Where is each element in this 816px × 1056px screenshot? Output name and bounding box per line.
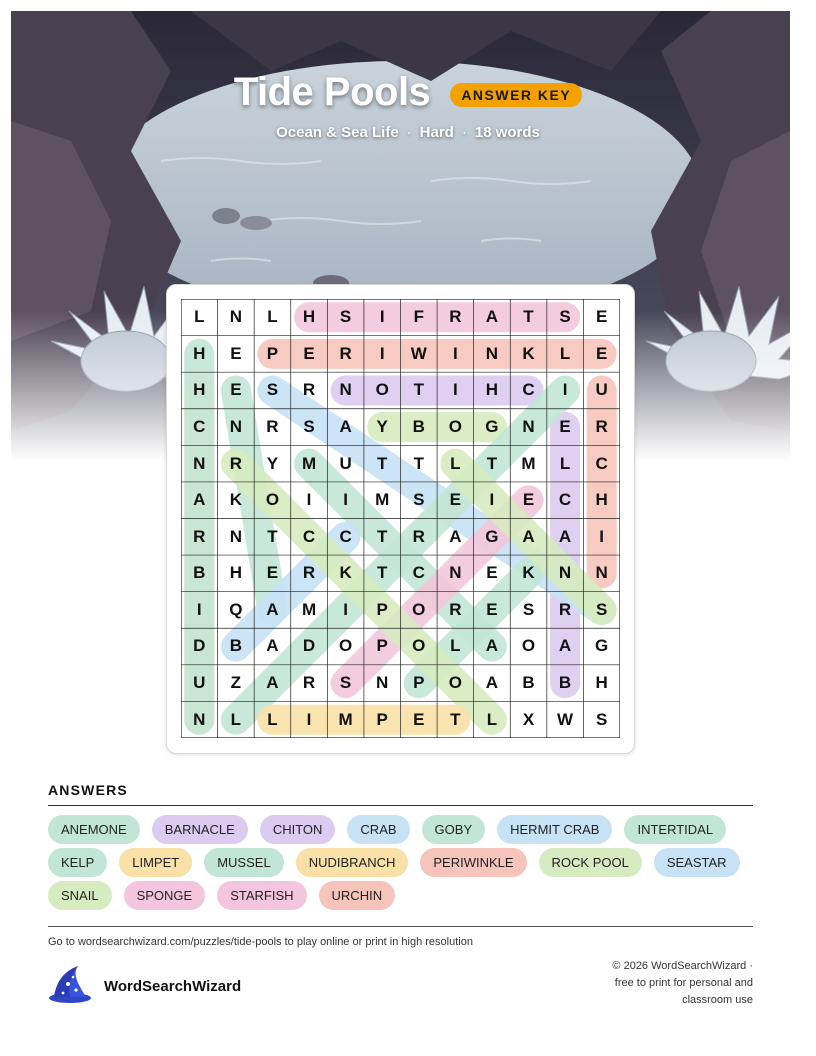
grid-cell: I xyxy=(379,307,385,327)
answer-chip: SNAIL xyxy=(48,881,112,910)
grid-cell: S xyxy=(339,307,352,327)
grid-cell: N xyxy=(229,526,242,546)
grid-cell: S xyxy=(559,307,571,327)
copyright-line: © 2026 WordSearchWizard · xyxy=(612,960,753,972)
grid-cell: N xyxy=(522,417,535,437)
grid-cell: O xyxy=(265,490,280,510)
grid-cell: R xyxy=(302,673,316,693)
grid-cell: S xyxy=(303,417,315,437)
wizard-hat-icon xyxy=(48,964,92,1009)
grid-cell: T xyxy=(523,307,534,327)
grid-cell: T xyxy=(413,380,424,400)
grid-cell: I xyxy=(452,380,458,400)
grid-cell: L xyxy=(450,636,461,656)
grid-cell: L xyxy=(230,709,242,729)
grid-cell: O xyxy=(448,673,462,693)
grid-cell: T xyxy=(267,526,278,546)
grid-cell: L xyxy=(559,453,571,473)
grid-cell: L xyxy=(194,307,205,327)
grid-cell: E xyxy=(413,709,425,729)
grid-cell: P xyxy=(266,343,279,363)
grid-cell: N xyxy=(485,343,499,363)
footer-divider xyxy=(48,926,753,927)
grid-cell: M xyxy=(301,599,317,619)
grid-cell: R xyxy=(339,343,352,363)
copyright-text xyxy=(553,958,753,1009)
answer-chip: INTERTIDAL xyxy=(624,815,726,844)
grid-cell: A xyxy=(193,490,206,510)
grid-cell: R xyxy=(558,599,572,619)
grid-cell: E xyxy=(449,490,461,510)
grid-cell: H xyxy=(229,563,242,583)
grid-cell: R xyxy=(412,526,425,546)
grid-cell: U xyxy=(339,453,352,473)
grid-cell: R xyxy=(449,599,462,619)
grid-cell: I xyxy=(379,343,385,363)
grid-cell: O xyxy=(412,599,426,619)
grid-cell: G xyxy=(485,417,499,437)
grid-cell: K xyxy=(229,490,242,510)
grid-cell: Y xyxy=(266,453,279,473)
grid-cell: G xyxy=(485,526,499,546)
answer-chip: HERMIT CRAB xyxy=(497,815,612,844)
grid-cell: T xyxy=(376,453,388,473)
answers-divider xyxy=(48,805,753,806)
grid-cell: T xyxy=(486,453,498,473)
grid-cell: B xyxy=(193,563,206,583)
grid-cell: N xyxy=(558,563,572,583)
brand xyxy=(48,964,241,1009)
answer-chip: CRAB xyxy=(347,815,409,844)
grid-cell: E xyxy=(486,599,498,619)
puzzle-meta xyxy=(0,124,816,141)
grid-cell: R xyxy=(449,307,462,327)
puzzle-title: Tide Pools xyxy=(233,70,431,114)
grid-cell: A xyxy=(485,307,499,327)
grid-cell: R xyxy=(595,417,608,437)
grid-cell: T xyxy=(413,453,424,473)
grid-cell: L xyxy=(450,453,461,473)
grid-cell: L xyxy=(559,343,571,363)
grid-cell: E xyxy=(230,343,242,363)
copyright-line: classroom use xyxy=(682,994,753,1006)
grid-cell: R xyxy=(193,526,206,546)
grid-cell: T xyxy=(450,709,461,729)
grid-cell: D xyxy=(193,636,206,656)
grid-cell: P xyxy=(376,599,388,619)
grid-cell: C xyxy=(522,380,535,400)
grid-cell: M xyxy=(521,453,536,473)
grid-cell: I xyxy=(489,490,495,510)
grid-cell: P xyxy=(376,636,388,656)
grid-cell: U xyxy=(595,380,608,400)
answer-chip: STARFISH xyxy=(217,881,306,910)
answer-chip: BARNACLE xyxy=(152,815,248,844)
grid-cell: G xyxy=(595,636,609,656)
grid-cell: R xyxy=(266,417,279,437)
grid-cell: N xyxy=(595,563,608,583)
meta-separator: · xyxy=(406,124,412,141)
title-row xyxy=(0,70,816,115)
answer-chip: NUDIBRANCH xyxy=(296,848,409,877)
grid-cell: N xyxy=(229,307,242,327)
grid-cell: I xyxy=(599,526,605,546)
grid-cell: A xyxy=(558,526,572,546)
meta-separator: · xyxy=(461,124,467,141)
grid-cell: S xyxy=(595,599,608,619)
grid-cell: I xyxy=(562,380,568,400)
grid-cell: S xyxy=(522,599,535,619)
answers-list xyxy=(48,815,760,910)
grid-cell: U xyxy=(193,673,206,693)
grid-cell: D xyxy=(302,636,316,656)
grid-cell: O xyxy=(338,636,353,656)
copyright-line: free to print for personal and xyxy=(614,977,753,989)
grid-cell: B xyxy=(558,673,572,693)
grid-cell: K xyxy=(522,343,535,363)
grid-cell: W xyxy=(557,709,574,729)
answer-key-badge: ANSWER KEY xyxy=(450,83,582,107)
grid-cell: P xyxy=(413,673,425,693)
grid-cell: H xyxy=(595,673,608,693)
grid-cell: A xyxy=(485,636,499,656)
grid-cell: A xyxy=(522,526,535,546)
grid-cell: O xyxy=(375,380,389,400)
grid-cell: O xyxy=(521,636,536,656)
grid-cell: R xyxy=(229,453,242,473)
grid-cell: T xyxy=(376,563,388,583)
grid-cell: M xyxy=(338,709,353,729)
answer-chip: PERIWINKLE xyxy=(420,848,526,877)
grid-cell: B xyxy=(412,417,425,437)
grid-cell: L xyxy=(267,307,278,327)
answer-chip: MUSSEL xyxy=(204,848,283,877)
word-count-label: 18 words xyxy=(474,124,540,141)
grid-cell: C xyxy=(558,490,572,510)
grid-cell: S xyxy=(413,490,425,510)
grid-cell: N xyxy=(193,709,206,729)
answer-chip: KELP xyxy=(48,848,107,877)
grid-cell: O xyxy=(448,417,462,437)
grid-cell: E xyxy=(230,380,242,400)
grid-cell: A xyxy=(266,636,279,656)
difficulty-label: Hard xyxy=(419,124,454,141)
category-label: Ocean & Sea Life xyxy=(276,124,399,141)
grid-cell: E xyxy=(266,563,279,583)
grid-cell: C xyxy=(339,526,352,546)
grid-cell: A xyxy=(485,673,499,693)
grid-cell: A xyxy=(558,636,572,656)
grid-cell: H xyxy=(485,380,499,400)
grid-cell: I xyxy=(452,343,458,363)
answer-chip: GOBY xyxy=(422,815,486,844)
grid-cell: B xyxy=(229,636,242,656)
grid-cell: X xyxy=(522,709,535,729)
grid-cell: E xyxy=(559,417,571,437)
grid-cell: W xyxy=(410,343,427,363)
grid-cell: L xyxy=(486,709,498,729)
grid-cell: L xyxy=(267,709,278,729)
grid-cell: E xyxy=(486,563,498,583)
grid-cell: H xyxy=(302,307,316,327)
answer-chip: ANEMONE xyxy=(48,815,140,844)
grid-cell: I xyxy=(196,599,202,619)
grid-cell: P xyxy=(376,709,388,729)
answer-chip: URCHIN xyxy=(319,881,396,910)
grid-cell: C xyxy=(412,563,425,583)
footer-url-text: Go to wordsearchwizard.com/puzzles/tide-pools to play online or print in high resolution xyxy=(48,936,473,948)
grid-cell: H xyxy=(595,490,608,510)
grid-cell: C xyxy=(595,453,608,473)
grid-cell: A xyxy=(266,599,279,619)
brand-name: WordSearchWizard xyxy=(104,978,242,995)
grid-cell: I xyxy=(306,709,312,729)
grid-cell: H xyxy=(193,380,206,400)
grid-cell: R xyxy=(302,380,316,400)
grid-cell: S xyxy=(339,673,352,693)
grid-cell: C xyxy=(193,417,206,437)
grid-cell: S xyxy=(266,380,279,400)
grid-cell: E xyxy=(303,343,315,363)
grid-cell: E xyxy=(595,343,608,363)
answer-chip: CHITON xyxy=(260,815,336,844)
grid-cell: N xyxy=(193,453,206,473)
answer-chip: SEASTAR xyxy=(654,848,740,877)
grid-cell: E xyxy=(595,307,608,327)
grid-cell: A xyxy=(266,673,279,693)
grid-cell: N xyxy=(339,380,352,400)
grid-cell: A xyxy=(339,417,352,437)
grid-cell: M xyxy=(301,453,317,473)
grid-cell: Q xyxy=(229,599,243,619)
answer-chip: SPONGE xyxy=(124,881,206,910)
grid-cell: R xyxy=(302,563,316,583)
grid-cell: H xyxy=(193,343,206,363)
answers-heading: ANSWERS xyxy=(48,782,128,798)
grid-cell: N xyxy=(449,563,462,583)
grid-cell: M xyxy=(375,490,390,510)
grid-cell: I xyxy=(343,490,348,510)
grid-cell: I xyxy=(343,599,348,619)
grid-cell: I xyxy=(306,490,312,510)
answer-chip: ROCK POOL xyxy=(539,848,642,877)
grid-cell: A xyxy=(449,526,462,546)
answer-chip: LIMPET xyxy=(119,848,192,877)
grid-letters xyxy=(181,299,620,738)
grid-cell: F xyxy=(413,307,424,327)
grid-cell: K xyxy=(522,563,535,583)
grid-cell: T xyxy=(376,526,388,546)
grid-cell: S xyxy=(595,709,608,729)
grid-cell: O xyxy=(412,636,426,656)
grid-cell: C xyxy=(302,526,316,546)
grid-cell: E xyxy=(522,490,535,510)
grid-cell: N xyxy=(376,673,389,693)
grid-cell: B xyxy=(522,673,535,693)
grid-cell: Z xyxy=(230,673,242,693)
grid-cell: K xyxy=(339,563,352,583)
grid-cell: Y xyxy=(376,417,388,437)
word-search-grid xyxy=(181,299,620,738)
grid-cell: N xyxy=(229,417,242,437)
